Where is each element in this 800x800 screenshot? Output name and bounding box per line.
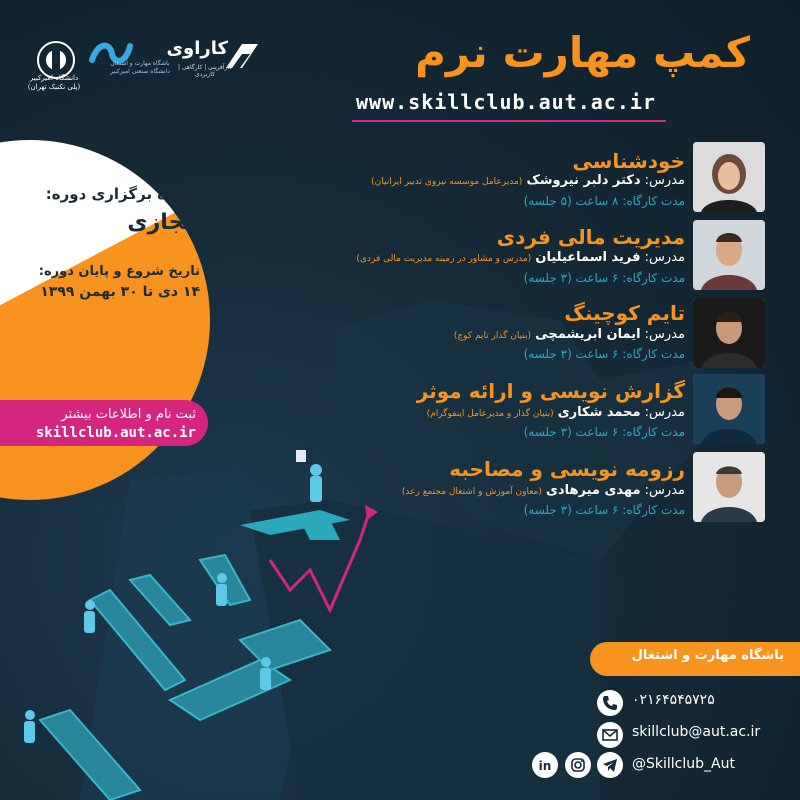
instructor-description: (بنیان گذار و مدیرعامل اینفوگرام) <box>426 409 554 419</box>
instructor-name: محمد شکاری <box>557 405 641 420</box>
instructor-name: مهدی میرهادی <box>546 483 641 498</box>
course-title: تایم کوچینگ <box>564 301 685 325</box>
telegram-icon[interactable] <box>597 752 623 778</box>
course-instructor <box>260 326 685 345</box>
instructor-prefix: مدرس: <box>644 173 685 188</box>
course-duration: مدت کارگاه: ۶ ساعت (۳ جلسه) <box>523 347 685 361</box>
course-duration: مدت کارگاه: ۸ ساعت (۵ جلسه) <box>523 194 685 208</box>
aut-logo-text: دانشگاه امیرکبیر (پلی تکنیک تهران) <box>27 74 81 91</box>
instructor-photo <box>693 298 765 368</box>
date-label: تاریخ شروع و پایان دوره: <box>38 264 200 279</box>
instructor-prefix: مدرس: <box>644 483 685 498</box>
instructor-prefix: مدرس: <box>644 250 685 265</box>
url-underline <box>352 120 666 122</box>
email-address[interactable]: skillclub@aut.ac.ir <box>632 724 761 740</box>
email-icon <box>597 722 623 748</box>
course-instructor <box>260 249 685 268</box>
mode-label: نحوه برگزاری دوره: <box>45 185 192 203</box>
instagram-icon[interactable] <box>565 752 591 778</box>
instructor-photo <box>693 374 765 444</box>
phone-icon <box>597 690 623 716</box>
karavi-logo-name: کاراوی <box>166 38 228 59</box>
date-value: ۱۴ دی تا ۳۰ بهمن ۱۳۹۹ <box>40 284 200 300</box>
instructor-name: دکتر دلبر نیروشک <box>526 173 641 188</box>
register-link[interactable]: skillclub.aut.ac.ir <box>35 425 196 441</box>
instructor-description: (مدیرعامل موسسه نیروی تدبیر ایرانیان) <box>371 177 523 187</box>
course-title: گزارش نویسی و ارائه موثر <box>416 379 685 403</box>
course-title: خودشناسی <box>572 149 685 173</box>
course-duration: مدت کارگاه: ۶ ساعت (۳ جلسه) <box>523 425 685 439</box>
instructor-description: (معاون آموزش و اشتغال مجتمع رعد) <box>401 487 542 497</box>
instructor-name: فرید اسماعیلیان <box>535 250 641 265</box>
phone-number[interactable]: ۰۲۱۶۴۵۴۵۷۲۵ <box>632 692 715 708</box>
instructor-prefix: مدرس: <box>644 405 685 420</box>
skillclub-logo-text: باشگاه مهارت و اشتغال دانشگاه صنعتی امیرکبیر <box>110 60 170 75</box>
instructor-prefix: مدرس: <box>644 327 685 342</box>
svg-text:in: in <box>538 759 552 773</box>
course-title: رزومه نویسی و مصاحبه <box>449 457 685 481</box>
website-url[interactable]: www.skillclub.aut.ac.ir <box>356 90 656 114</box>
instructor-name: ایمان ابریشمچی <box>535 327 641 342</box>
poster-title: کمپ مهارت نرم <box>415 28 750 77</box>
instructor-description: (مدرس و مشاور در زمینه مدیریت مالی فردی) <box>356 254 532 264</box>
course-instructor <box>260 404 685 423</box>
course-duration: مدت کارگاه: ۶ ساعت (۳ جلسه) <box>523 503 685 517</box>
mode-value: مجازی <box>127 210 198 235</box>
register-label: ثبت نام و اطلاعات بیشتر <box>61 407 196 422</box>
club-name: باشگاه مهارت و اشتغال <box>631 648 784 663</box>
course-instructor <box>260 482 685 501</box>
instructor-photo <box>693 142 765 212</box>
social-handle[interactable]: @Skillclub_Aut <box>632 756 735 772</box>
course-duration: مدت کارگاه: ۶ ساعت (۳ جلسه) <box>523 271 685 285</box>
instructor-photo <box>693 452 765 522</box>
instructor-description: (بنیان گذار تایم کوچ) <box>453 331 532 341</box>
course-title: مدیریت مالی فردی <box>496 225 685 249</box>
instructor-photo <box>693 220 765 290</box>
linkedin-icon[interactable] <box>532 752 558 778</box>
course-instructor <box>260 172 685 191</box>
karavi-logo-subtitle: کارآفرینی | کارگاهی | کاربردی <box>177 64 233 78</box>
